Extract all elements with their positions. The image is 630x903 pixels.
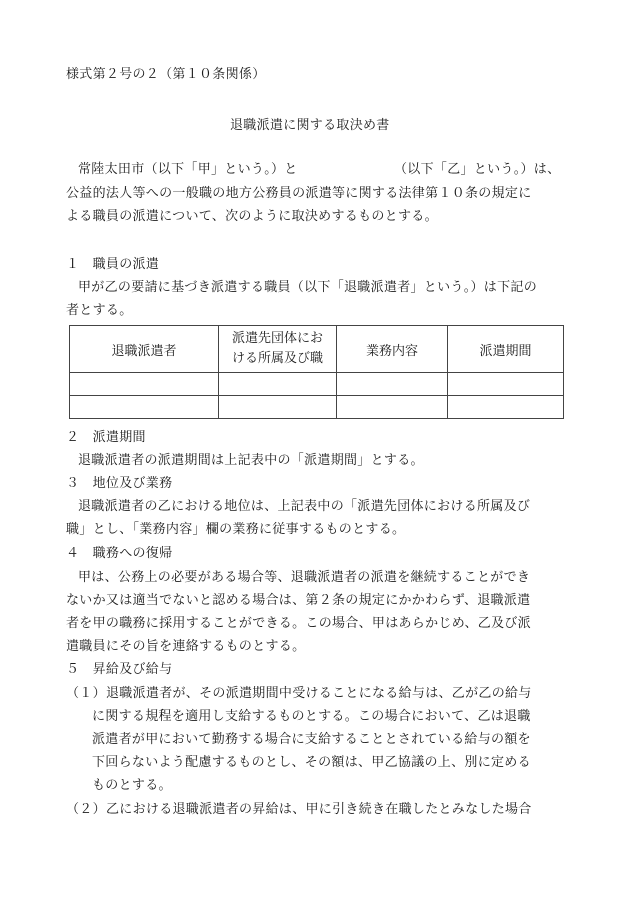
intro-line-2: 公益的法人等への一般職の地方公務員の派遣等に関する法律第１０条の規定に xyxy=(66,186,532,201)
section-1-heading: １ 職員の派遣 xyxy=(66,257,160,272)
table-row xyxy=(70,396,564,419)
item-1-line: 退職派遣者が、その派遣期間中受けることになる給与は、乙が乙の給与 xyxy=(106,686,532,701)
section-5-heading: ５ 昇給及び給与 xyxy=(66,662,173,677)
document-title: 退職派遣に関する取決め書 xyxy=(230,118,390,133)
section-4-line: 甲は、公務上の必要がある場合等、退職派遣者の派遣を継続することができ xyxy=(78,570,531,585)
table-header-affiliation: 派遣先団体にお ける所属及び職 xyxy=(219,326,337,373)
dispatch-table xyxy=(69,325,564,419)
section-4-heading: ４ 職務への復帰 xyxy=(66,546,173,561)
item-1-line: に関する規程を適用し支給するものとする。この場合において、乙は退職 xyxy=(92,709,531,724)
section-3-heading: ３ 地位及び業務 xyxy=(66,476,173,491)
table-cell[interactable] xyxy=(219,373,337,396)
intro-line-1a: 常陸太田市（以下「甲」という。）と xyxy=(78,162,298,177)
item-1-line: 下回らないよう配慮するものとし、その額は、甲乙協議の上、別に定める xyxy=(92,755,531,770)
item-1-line: ものとする。 xyxy=(92,778,172,793)
table-header-period: 派遣期間 xyxy=(448,326,564,373)
table-cell[interactable] xyxy=(219,396,337,419)
section-3-line: 職」とし、「業務内容」欄の業務に従事するものとする。 xyxy=(66,522,406,537)
section-2-line: 退職派遣者の派遣期間は上記表中の「派遣期間」とする。 xyxy=(78,453,424,468)
form-id: 様式第２号の２（第１０条関係） xyxy=(66,67,266,82)
section-4-line: 遣職員にその旨を連絡するものとする。 xyxy=(66,639,306,654)
table-header-duties: 業務内容 xyxy=(337,326,448,373)
item-1-line: 派遣者が甲において勤務する場合に支給することとされている給与の額を xyxy=(92,732,531,747)
section-3-line: 退職派遣者の乙における地位は、上記表中の「派遣先団体における所属及び xyxy=(78,499,531,514)
table-cell[interactable] xyxy=(70,373,219,396)
table-cell[interactable] xyxy=(337,373,448,396)
section-4-line: ないか又は適当でないと認める場合は、第２条の規定にかかわらず、退職派遣 xyxy=(66,593,531,608)
table-cell[interactable] xyxy=(337,396,448,419)
section-2-heading: ２ 派遣期間 xyxy=(66,430,146,445)
section-1-line: 者とする。 xyxy=(66,303,133,318)
table-cell[interactable] xyxy=(70,396,219,419)
table-header-dispatched-staff: 退職派遣者 xyxy=(70,326,219,373)
section-4-line: 者を甲の職務に採用することができる。この場合、甲はあらかじめ、乙及び派 xyxy=(66,616,531,631)
item-2-line: 乙における退職派遣者の昇給は、甲に引き続き在職したとみなした場合 xyxy=(106,802,532,817)
intro-line-3: よる職員の派遣について、次のように取決めするものとする。 xyxy=(66,209,438,224)
intro-line-1b: （以下「乙」という。）は、 xyxy=(394,162,561,177)
table-row xyxy=(70,373,564,396)
item-2-number: （２） xyxy=(66,802,106,817)
table-cell[interactable] xyxy=(448,396,564,419)
section-1-line: 甲が乙の要請に基づき派遣する職員（以下「退職派遣者」という。）は下記の xyxy=(78,280,538,295)
item-1-number: （１） xyxy=(66,686,106,701)
table-cell[interactable] xyxy=(448,373,564,396)
